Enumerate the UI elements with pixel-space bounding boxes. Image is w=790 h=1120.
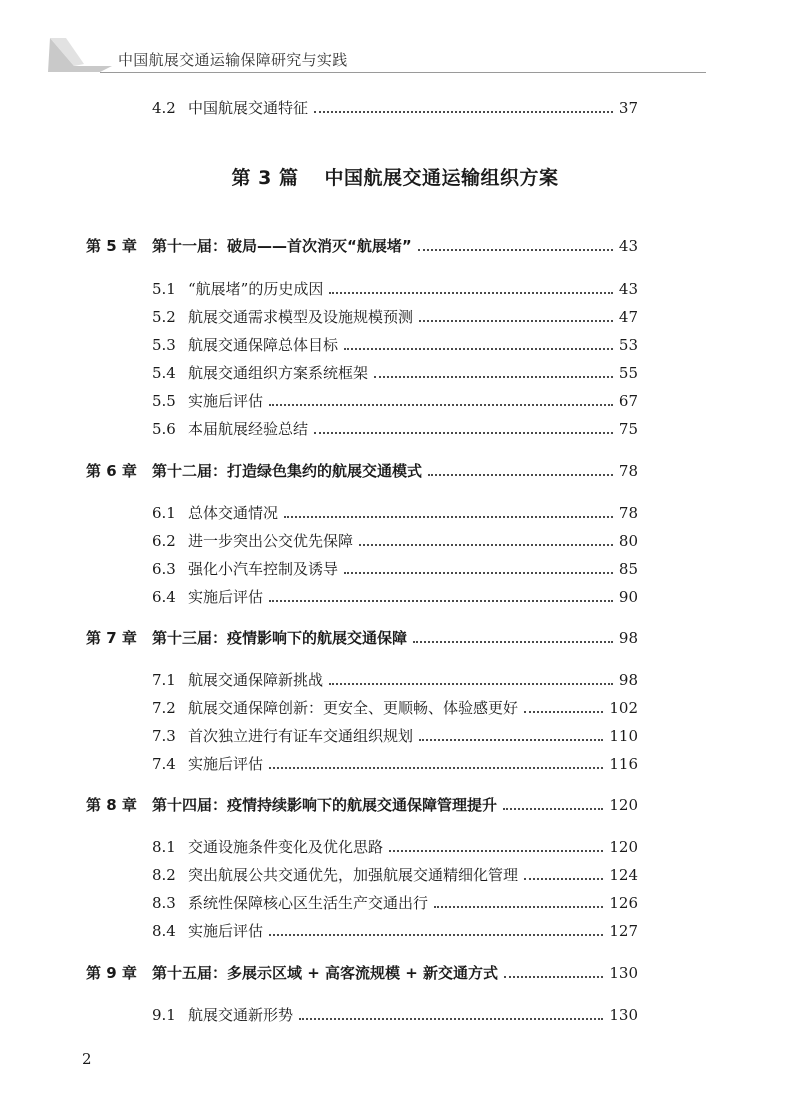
page-ref: 78 [618,504,638,522]
section-title: 本届航展经验总结 [188,420,309,438]
page-ref: 75 [618,420,638,438]
section-number: 5.2 [152,308,176,326]
section-number: 7.2 [152,699,176,717]
dot-leader [314,432,613,434]
dot-leader [329,292,613,294]
toc-chapter-6[interactable] [86,460,638,484]
toc-entry-7-4[interactable] [152,753,638,777]
toc-entry-8-2[interactable] [152,864,638,888]
page-ref: 127 [609,922,638,940]
toc-entry-6-4[interactable] [152,586,638,610]
dot-leader [504,976,603,978]
section-title: 总体交通情况 [188,504,279,522]
page-ref: 47 [618,308,638,326]
chapter-number: 第 8 章 [86,796,137,814]
chapter-number: 第 6 章 [86,462,137,480]
section-number: 8.4 [152,922,176,940]
wing-logo-icon [44,36,124,76]
chapter-title: 第十三届：疫情影响下的航展交通保障 [152,629,408,647]
header-rule [100,72,706,73]
section-title: 航展交通保障总体目标 [188,336,339,354]
section-number: 5.5 [152,392,176,410]
section-number: 8.2 [152,866,176,884]
section-title: 进一步突出公交优先保障 [188,532,354,550]
section-number: 4.2 [152,99,176,117]
page-ref: 80 [618,532,638,550]
running-header [0,0,790,78]
dot-leader [503,808,603,810]
dot-leader [419,739,603,741]
part-title: 中国航展交通运输组织方案 [324,167,559,189]
section-number: 8.3 [152,894,176,912]
toc-entry-6-3[interactable] [152,558,638,582]
section-number: 5.4 [152,364,176,382]
dot-leader [428,474,613,476]
chapter-number: 第 5 章 [86,237,137,255]
dot-leader [269,600,613,602]
toc-entry-6-2[interactable] [152,530,638,554]
dot-leader [389,850,603,852]
section-number: 7.1 [152,671,176,689]
page-ref: 90 [618,588,638,606]
dot-leader [434,906,603,908]
page-ref: 120 [609,796,638,814]
section-number: 6.3 [152,560,176,578]
page-ref: 78 [618,462,638,480]
section-number: 9.1 [152,1006,176,1024]
toc-entry-7-2[interactable] [152,697,638,721]
page-ref: 67 [618,392,638,410]
toc-entry-4-2[interactable] [152,97,638,121]
chapter-title: 第十四届：疫情持续影响下的航展交通保障管理提升 [152,796,498,814]
page-ref: 126 [609,894,638,912]
toc-entry-7-3[interactable] [152,725,638,749]
dot-leader [419,320,613,322]
page-ref: 124 [609,866,638,884]
section-number: 5.3 [152,336,176,354]
section-title: 航展交通保障新挑战 [188,671,324,689]
dot-leader [299,1018,603,1020]
page-ref: 120 [609,838,638,856]
page-ref: 37 [618,99,638,117]
toc-entry-8-1[interactable] [152,836,638,860]
dot-leader [344,348,613,350]
page-ref: 43 [618,280,638,298]
page-ref: 98 [618,629,638,647]
dot-leader [314,111,613,113]
part-number: 第 3 篇 [231,167,299,189]
dot-leader [329,683,613,685]
dot-leader [418,249,613,251]
chapter-title: 第十二届：打造绿色集约的航展交通模式 [152,462,423,480]
section-number: 6.4 [152,588,176,606]
dot-leader [524,878,603,880]
section-title: 航展交通组织方案系统框架 [188,364,369,382]
dot-leader [344,572,613,574]
dot-leader [359,544,613,546]
dot-leader [413,641,613,643]
page-ref: 98 [618,671,638,689]
page-ref: 55 [618,364,638,382]
page-ref: 43 [618,237,638,255]
section-number: 5.6 [152,420,176,438]
section-title: 实施后评估 [188,922,264,940]
section-title: 实施后评估 [188,392,264,410]
page-ref: 110 [609,727,638,745]
toc-entry-8-3[interactable] [152,892,638,916]
dot-leader [284,516,613,518]
toc-chapter-5[interactable] [86,235,638,259]
toc-entry-5-1[interactable] [152,278,638,302]
toc-entry-7-1[interactable] [152,669,638,693]
section-title: 中国航展交通特征 [188,99,309,117]
section-number: 7.3 [152,727,176,745]
dot-leader [269,934,603,936]
part-heading [0,163,790,190]
section-number: 7.4 [152,755,176,773]
section-title: 航展交通需求模型及设施规模预测 [188,308,414,326]
page-number: 2 [82,1050,92,1068]
toc-chapter-8[interactable] [86,794,638,818]
toc-entry-5-4[interactable] [152,362,638,386]
toc-entry-8-4[interactable] [152,920,638,944]
page-ref: 102 [609,699,638,717]
dot-leader [524,711,603,713]
section-number: 6.2 [152,532,176,550]
section-title: 首次独立进行有证车交通组织规划 [188,727,414,745]
section-title: 实施后评估 [188,588,264,606]
page-ref: 85 [618,560,638,578]
section-title: 系统性保障核心区生活生产交通出行 [188,894,429,912]
page-ref: 130 [609,964,638,982]
section-title: 航展交通保障创新：更安全、更顺畅、体验感更好 [188,699,519,717]
dot-leader [374,376,613,378]
page-ref: 116 [609,755,638,773]
toc-entry-6-1[interactable] [152,502,638,526]
section-title: 突出航展公共交通优先，加强航展交通精细化管理 [188,866,519,884]
chapter-number: 第 7 章 [86,629,137,647]
section-title: 航展交通新形势 [188,1006,294,1024]
chapter-title: 第十五届：多展示区域 + 高客流规模 + 新交通方式 [152,964,499,982]
toc-entry-5-5[interactable] [152,390,638,414]
section-title: “航展堵”的历史成因 [188,280,324,298]
dot-leader [269,767,603,769]
page-ref: 130 [609,1006,638,1024]
toc-entry-5-3[interactable] [152,334,638,358]
toc-chapter-9[interactable] [86,962,638,986]
toc-chapter-7[interactable] [86,627,638,651]
section-number: 5.1 [152,280,176,298]
chapter-number: 第 9 章 [86,964,137,982]
section-title: 实施后评估 [188,755,264,773]
toc-entry-5-2[interactable] [152,306,638,330]
page-ref: 53 [618,336,638,354]
toc-entry-9-1[interactable] [152,1004,638,1028]
header-title: 中国航展交通运输保障研究与实践 [118,51,348,69]
section-title: 交通设施条件变化及优化思路 [188,838,384,856]
dot-leader [269,404,613,406]
section-number: 6.1 [152,504,176,522]
section-title: 强化小汽车控制及诱导 [188,560,339,578]
chapter-title: 第十一届：破局——首次消灭“航展堵” [152,237,412,255]
toc-entry-5-6[interactable] [152,418,638,442]
section-number: 8.1 [152,838,176,856]
